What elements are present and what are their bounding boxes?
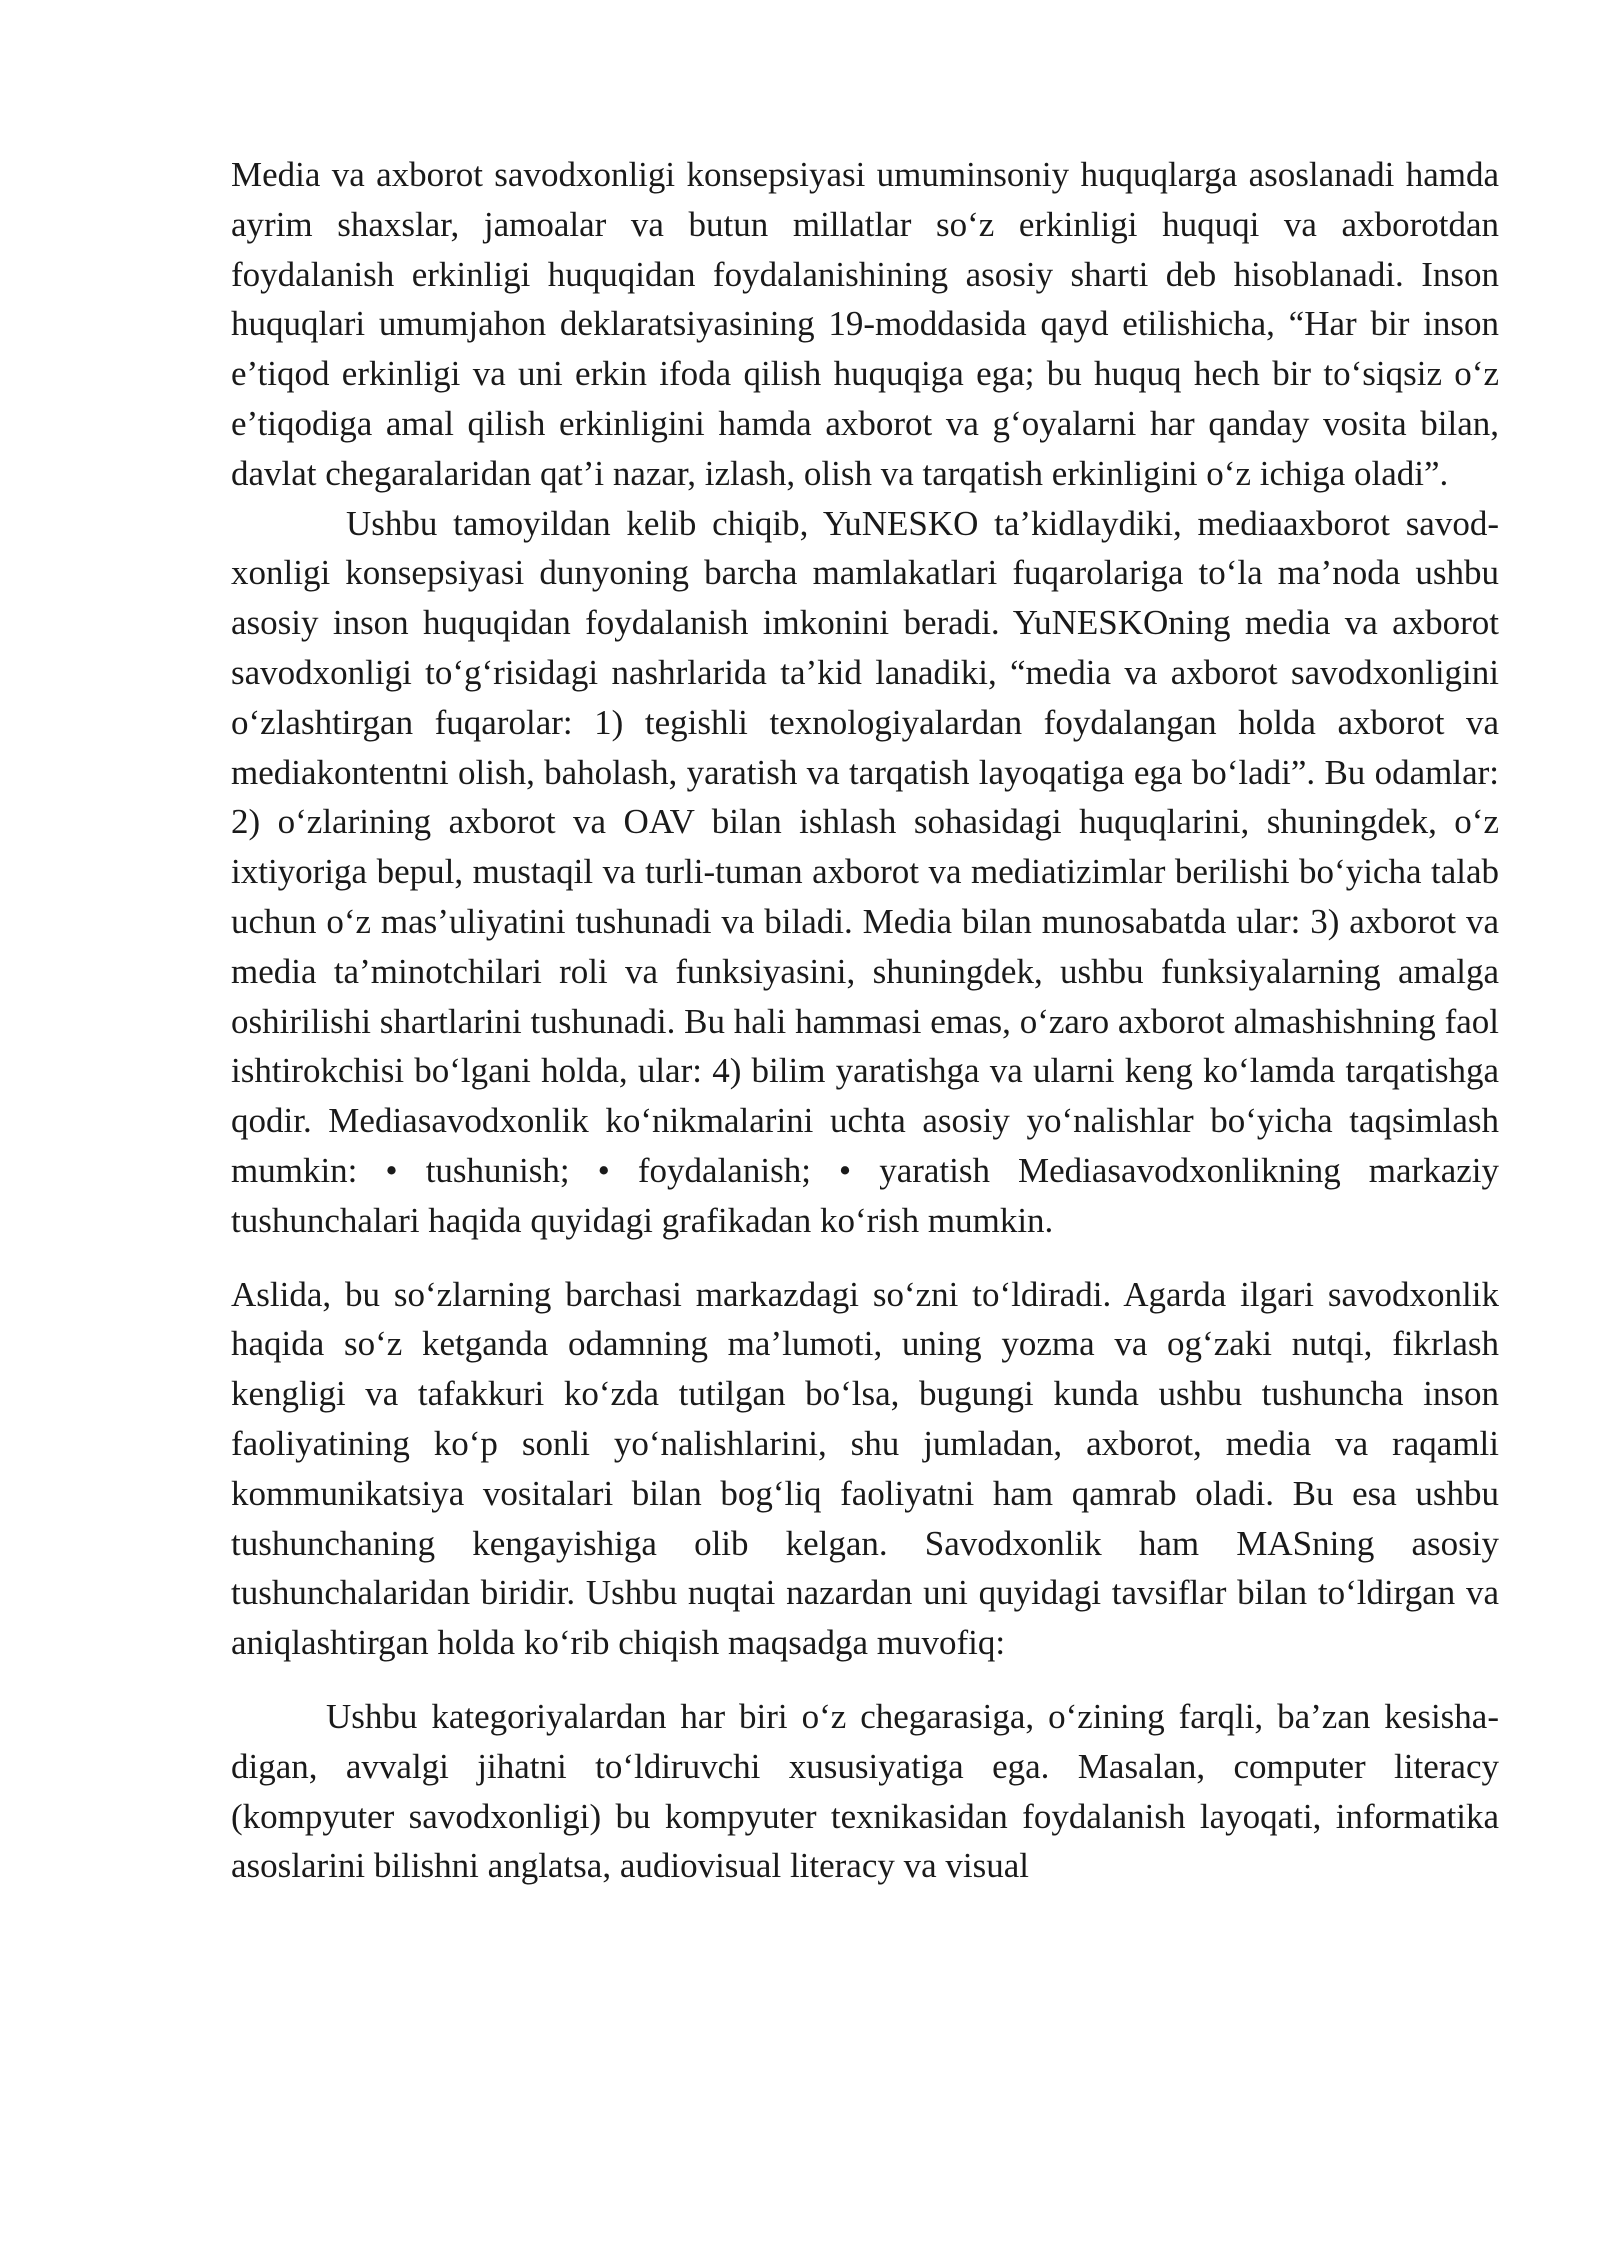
- paragraph-3: Aslida, bu so‘zlarning barchasi markazdagi so‘zni to‘ldiradi. Agarda ilgari savodxonlik haqida so‘z ketganda odamning ma’lumoti, uning yozma va og‘zaki nutqi, fikrlash kengligi va tafakkuri ko‘zda tutilgan bo‘lsa, bugungi kunda ushbu tushuncha inson faoliyatining ko‘p sonli yo‘nalishlarini, shu jumladan, axborot, media va raqamli kommunikatsiya vositalari bilan bog‘liq faoliyatni ham qamrab oladi. Bu esa ushbu tushunchaning kengayishiga olib kelgan. Savodxonlik ham MASning asosiy tushunchalaridan biridir. Ushbu nuqtai nazardan uni quyidagi tavsiflar bilan to‘ldirgan va aniqlashtirgan holda ko‘rib chiqish maqsadga muvofiq:: [231, 1274, 1499, 1663]
- paragraph-2: Ushbu tamoyildan kelib chiqib, YuNESKO ta’kidlaydiki, mediaaxborot savod-xonligi konsepsiyasi dunyoning barcha mamlakatlari fuqarolariga to‘la ma’noda ushbu asosiy inson huquqidan foydalanish imkonini beradi. YuNESKOning media va axborot savodxonligi to‘g‘risidagi nashrlarida ta’kid lanadiki, “media va axborot savodxonligini o‘zlashtirgan fuqarolar: 1) tegishli texnologiyalardan foydalangan holda axborot va mediakontentni olish, baholash, yaratish va tarqatish layoqatiga ega bo‘ladi”. Bu odamlar: 2) o‘zlarining axborot va OAV bilan ishlash sohasidagi huquqlarini, shuningdek, o‘z ixtiyoriga bepul, mustaqil va turli-tuman axborot va mediatizimlar berilishi bo‘yicha talab uchun o‘z mas’uliyatini tushunadi va biladi. Media bilan munosabatda ular: 3) axborot va media ta’minotchilari roli va funksiyasini, shuningdek, ushbu funksiyalarning amalga oshirilishi shartlarini tushunadi. Bu hali hammasi emas, o‘zaro axborot almashishning faol ishtirokchisi bo‘lgani holda, ular: 4) bilim yaratishga va ularni keng ko‘lamda tarqatishga qodir. Mediasavodxonlik ko‘nikmalarini uchta asosiy yo‘nalishlar bo‘yicha taqsimlash mumkin: • tushunish; • foydalanish; • yaratish Mediasavodxonlikning markaziy tushunchalari haqida quyidagi grafikadan ko‘rish mumkin.: [231, 503, 1499, 1240]
- paragraph-1: Media va axborot savodxonligi konsepsiyasi umuminsoniy huquqlarga asoslanadi hamda ayrim shaxslar, jamoalar va butun millatlar so‘z erkinligi huquqi va axborotdan foydalanish erkinligi huquqidan foydalanishining asosiy sharti deb hisoblanadi. Inson huquqlari umumjahon deklaratsiyasining 19-moddasida qayd etilishicha, “Har bir inson e’tiqod erkinligi va uni erkin ifoda qilish huquqiga ega; bu huquq hech bir to‘siqsiz o‘z e’tiqodiga amal qilish erkinligini hamda axborot va g‘oyalarni har qanday vosita bilan, davlat chegaralaridan qat’i nazar, izlash, olish va tarqatish erkinligini o‘z ichiga oladi”.: [231, 155, 1499, 493]
- paragraph-4: Ushbu kategoriyalardan har biri o‘z chegarasiga, o‘zining farqli, ba’zan kesisha-digan, avvalgi jihatni to‘ldiruvchi xususiyatiga ega. Masalan, computer literacy (kompyuter savodxonligi) bu kompyuter texnikasidan foydalanish layoqati, informatika asoslarini bilishni anglatsa, audiovisual literacy va visual: [231, 1696, 1499, 1886]
- document-page: [231, 150, 1499, 1891]
